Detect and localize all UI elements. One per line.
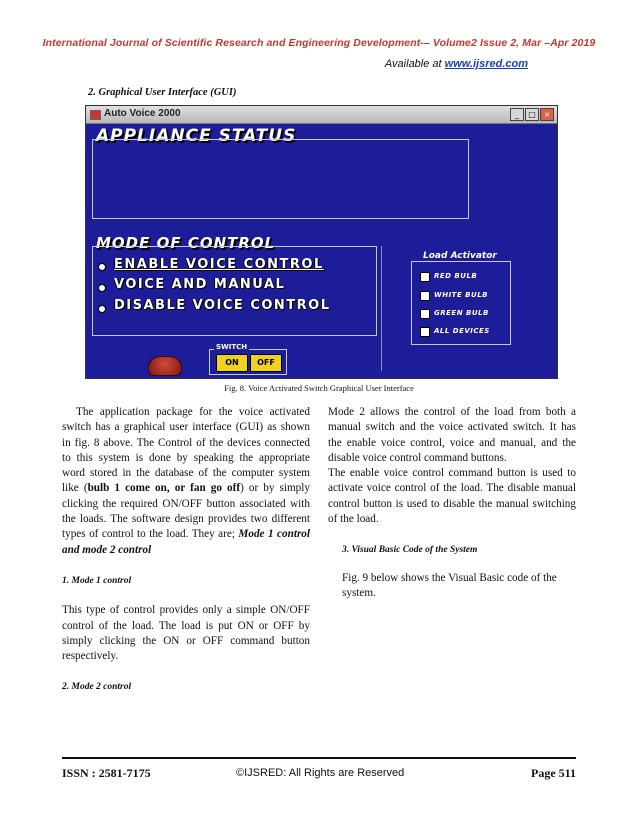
- availability-prefix: Available at: [384, 58, 445, 70]
- paragraph-mode-1: This type of control provides only a simple ON/OFF control of the load. The load is put ON or OFF by simply clicking the ON or OFF command button respectively.: [62, 604, 310, 663]
- checkbox-white-bulb[interactable]: [420, 291, 430, 301]
- app-icon: [90, 110, 101, 120]
- gui-window: [85, 105, 558, 379]
- figure-caption: Fig. 8. Voice Activated Switch Graphical User Interface: [224, 383, 414, 393]
- load-activator-title: Load Activator: [423, 251, 497, 261]
- mode-of-control-title: MODE OF CONTROL: [96, 234, 276, 252]
- paragraph-mode-2: Mode 2 allows the control of the load from both a manual switch and the voice activated switch. It has the enable voice control, voice and manual, and the disable voice control command buttons.: [328, 406, 576, 464]
- paragraph-gui-description: [62, 405, 310, 558]
- footer-rule: [62, 757, 576, 759]
- subheading-mode-1: 1. Mode 1 control: [62, 575, 132, 586]
- footer-issn: ISSN : 2581-7175: [62, 766, 151, 780]
- paragraph-enable-disable: The enable voice control command button is used to activate voice control of the load. The disable manual control button is used to disable the manual switching of the load.: [328, 467, 576, 526]
- appliance-status-title: APPLIANCE STATUS: [96, 126, 297, 146]
- text-run: ) or by simply clicking the required ON/OFF button associated with the loads. The software design provides two different types of control to the load. They are;: [62, 482, 310, 541]
- right-column: [328, 405, 576, 601]
- availability-line: [385, 58, 528, 70]
- label-all-devices: ALL DEVICES: [434, 327, 490, 335]
- section-heading-gui: 2. Graphical User Interface (GUI): [88, 87, 237, 98]
- footer-page-number: Page 511: [531, 766, 576, 780]
- checkbox-red-bulb[interactable]: [420, 272, 430, 282]
- paragraph-fig9: Fig. 9 below shows the Visual Basic code of the system.: [342, 571, 557, 599]
- label-green-bulb: GREEN BULB: [434, 309, 489, 317]
- option-disable-voice-control[interactable]: DISABLE VOICE CONTROL: [114, 298, 331, 313]
- checkbox-green-bulb[interactable]: [420, 309, 430, 319]
- left-column: [62, 405, 310, 696]
- bold-run: bulb 1 come on, or fan go off: [87, 482, 241, 495]
- bold-italic-run: Mode 1 control and mode 2 control: [62, 528, 310, 556]
- subheading-mode-2: 2. Mode 2 control: [62, 682, 132, 693]
- switch-off-button[interactable]: OFF: [250, 354, 282, 372]
- radio-enable-voice[interactable]: [98, 263, 106, 271]
- window-title: Auto Voice 2000: [104, 108, 181, 119]
- window-titlebar: [86, 106, 557, 124]
- text-run: The application package for the voice activated switch has a graphical user interface (GUI) as shown in fig. 8 above. The Control of the devices connected to this system is done by speaking the appropriate word stored in the database of the computer system like (: [62, 406, 310, 495]
- switch-on-button[interactable]: ON: [216, 354, 248, 372]
- journal-url-link[interactable]: www.ijsred.com: [444, 58, 528, 70]
- footer-rights: ©IJSRED: All Rights are Reserved: [236, 767, 405, 779]
- option-enable-voice-control[interactable]: ENABLE VOICE CONTROL: [114, 257, 324, 272]
- maximize-button[interactable]: □: [525, 108, 539, 121]
- label-white-bulb: WHITE BULB: [434, 291, 488, 299]
- subheading-vb-code: 3. Visual Basic Code of the System: [342, 545, 478, 556]
- appliance-status-panel: [92, 139, 469, 219]
- option-voice-and-manual[interactable]: VOICE AND MANUAL: [114, 277, 286, 292]
- close-button[interactable]: ×: [540, 108, 554, 121]
- panel-divider: [381, 246, 382, 371]
- checkbox-all-devices[interactable]: [420, 327, 430, 337]
- switch-title: SWITCH: [216, 343, 248, 351]
- bulb-icon: [148, 356, 182, 376]
- radio-voice-and-manual[interactable]: [98, 284, 106, 292]
- minimize-button[interactable]: _: [510, 108, 524, 121]
- radio-disable-voice[interactable]: [98, 305, 106, 313]
- label-red-bulb: RED BULB: [434, 272, 478, 280]
- journal-header: International Journal of Scientific Research and Engineering Development-– Volume2 Issue 2, Mar –Apr 2019: [42, 37, 596, 49]
